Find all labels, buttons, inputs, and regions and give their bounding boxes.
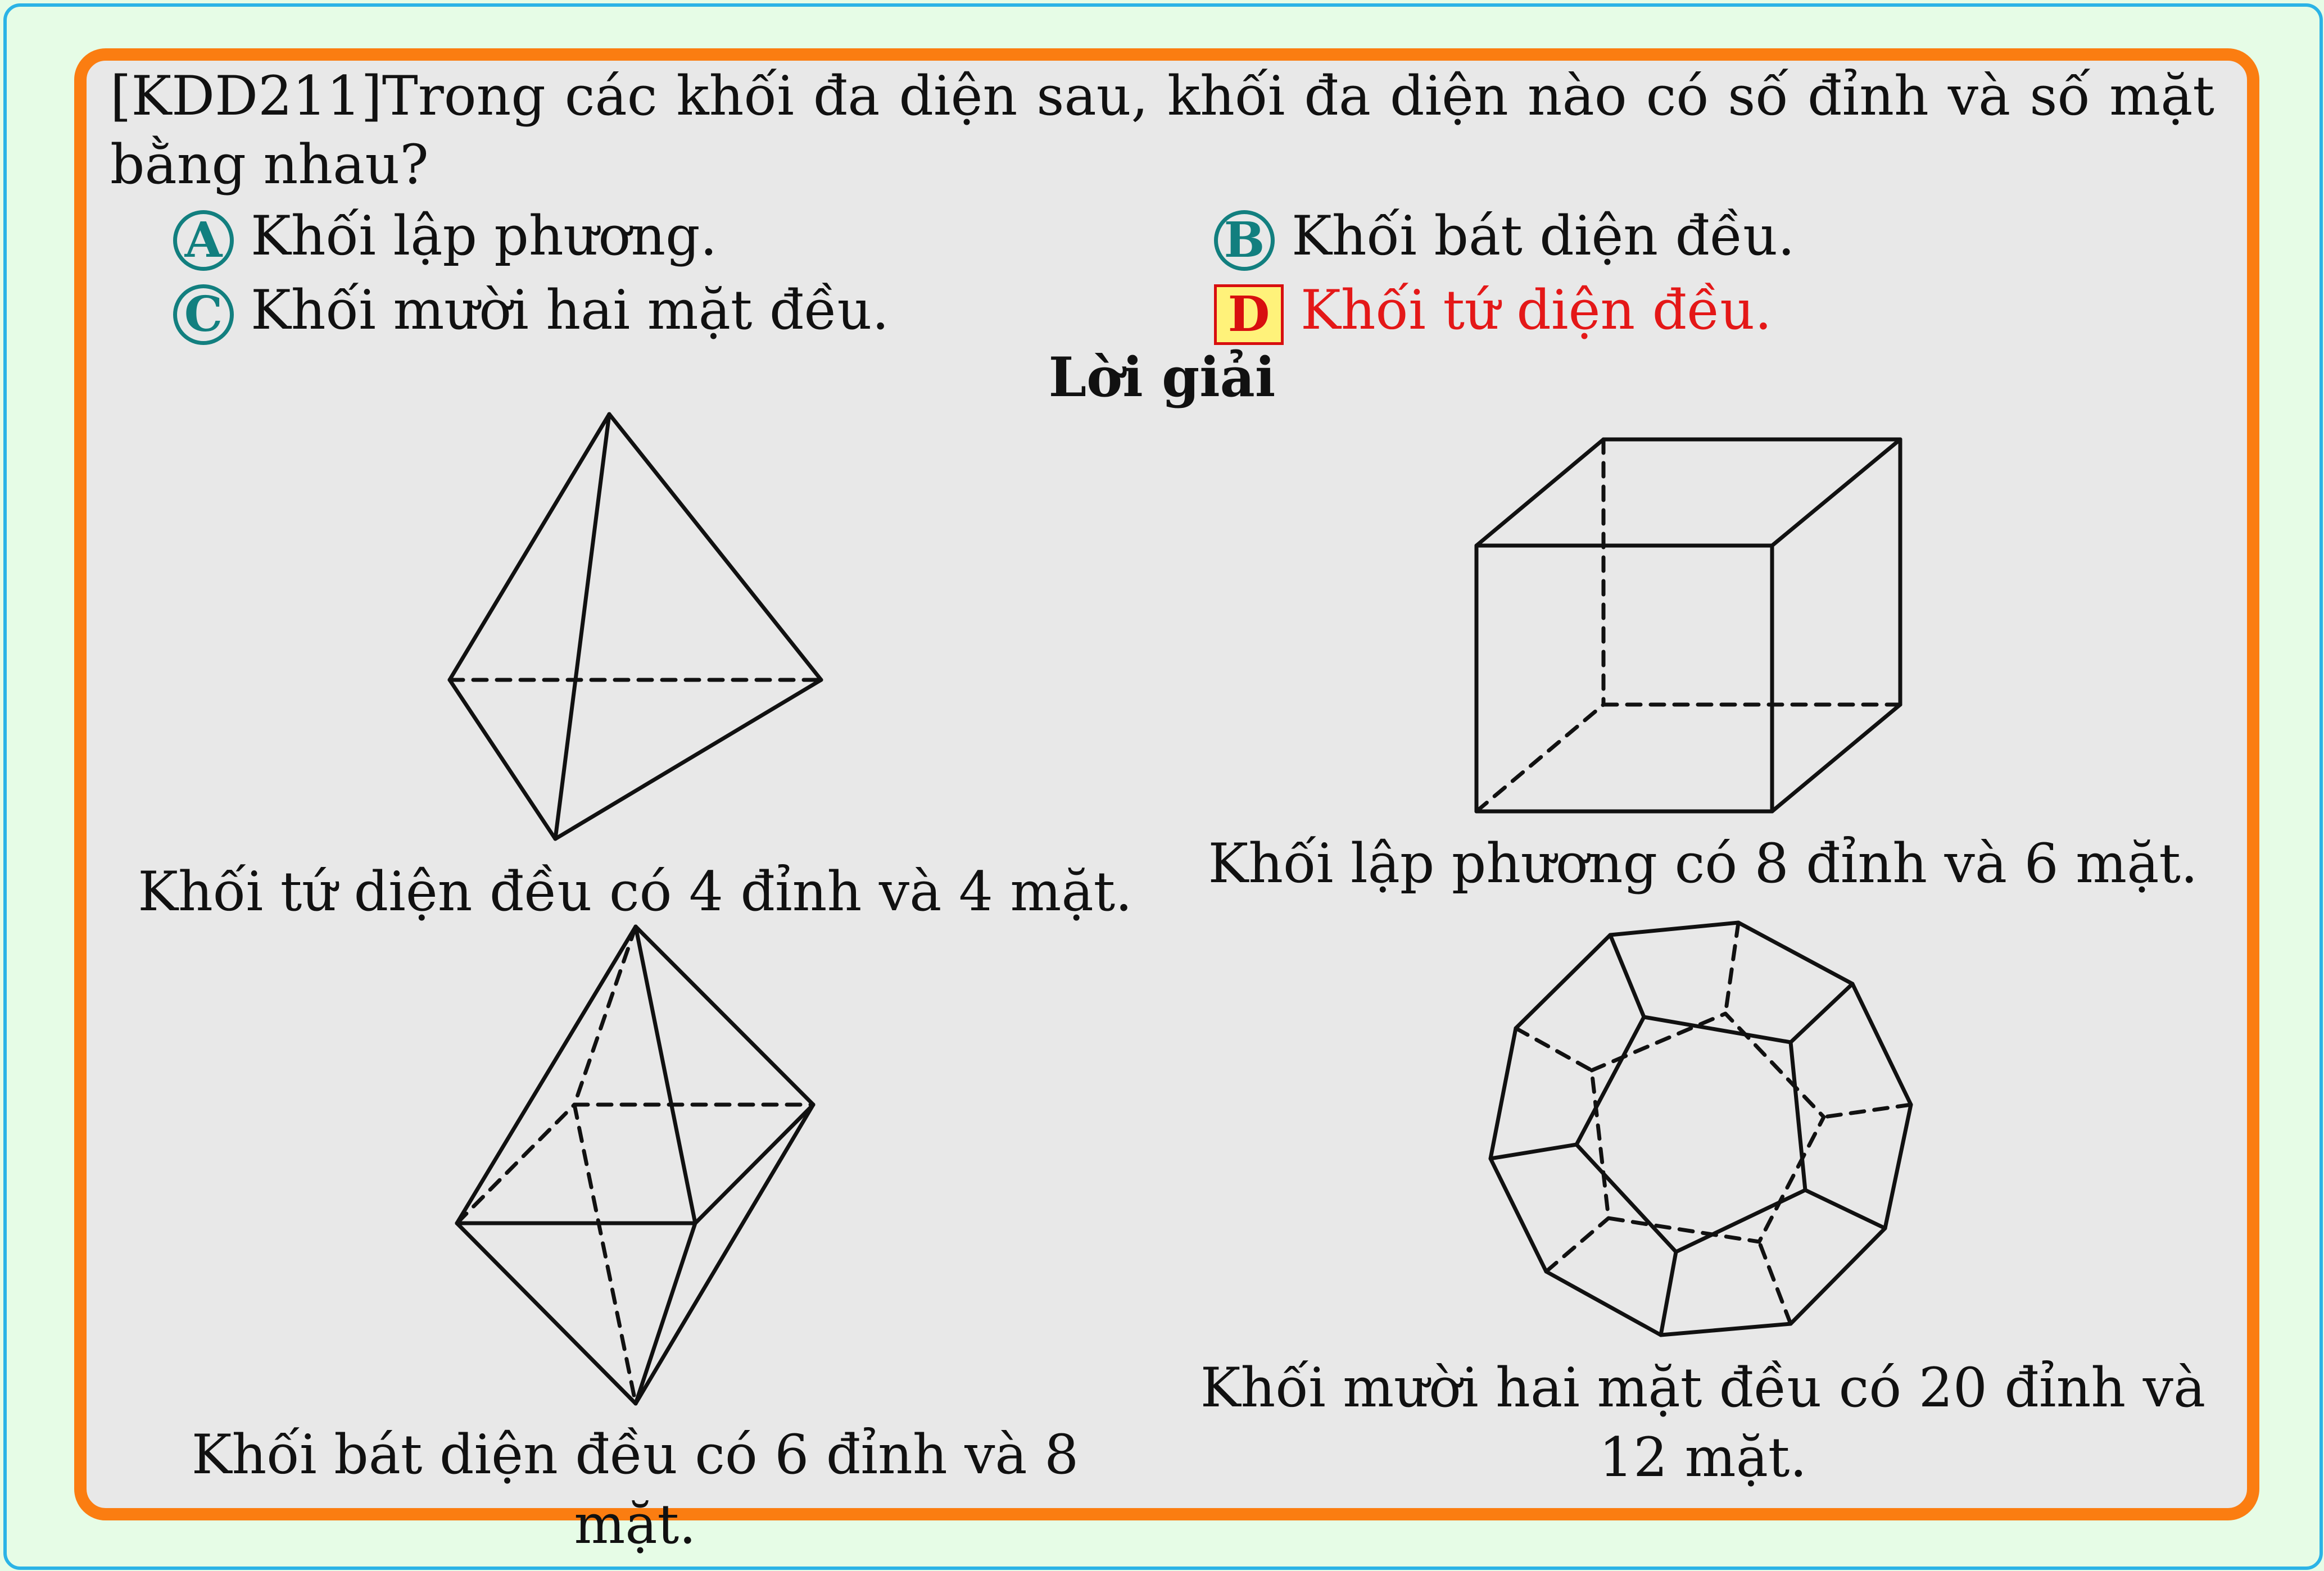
option-b-text: Khối bát diện đều.	[1292, 205, 1795, 267]
option-c-text: Khối mười hai mặt đều.	[251, 279, 889, 342]
option-d-text: Khối tứ diện đều.	[1301, 279, 1772, 342]
option-d-label: D	[1214, 284, 1284, 345]
octahedron-figure	[457, 927, 813, 1404]
question-text: [KDD211]Trong các khối đa diện sau, khối đa diện nào có số đỉnh và số mặt bằng nhau?	[110, 65, 2214, 196]
cube-figure	[1476, 439, 1900, 811]
dodecahedron-figure	[1491, 923, 1911, 1335]
option-c-label: C	[173, 284, 234, 345]
option-b-label: B	[1214, 210, 1275, 271]
caption-dodecahedron: Khối mười hai mặt đều có 20 đỉnh và 12 mặt.	[1200, 1356, 2206, 1489]
solution-title: Lời giải	[1048, 346, 1276, 409]
option-a-label: A	[173, 210, 234, 271]
option-a-text: Khối lập phương.	[251, 205, 718, 267]
caption-cube: Khối lập phương có 8 đỉnh và 6 mặt.	[1208, 832, 2198, 895]
caption-tetrahedron: Khối tứ diện đều có 4 đỉnh và 4 mặt.	[138, 860, 1132, 923]
caption-octahedron: Khối bát diện đều có 6 đỉnh và 8 mặt.	[191, 1423, 1079, 1556]
tetrahedron-figure	[450, 414, 821, 839]
